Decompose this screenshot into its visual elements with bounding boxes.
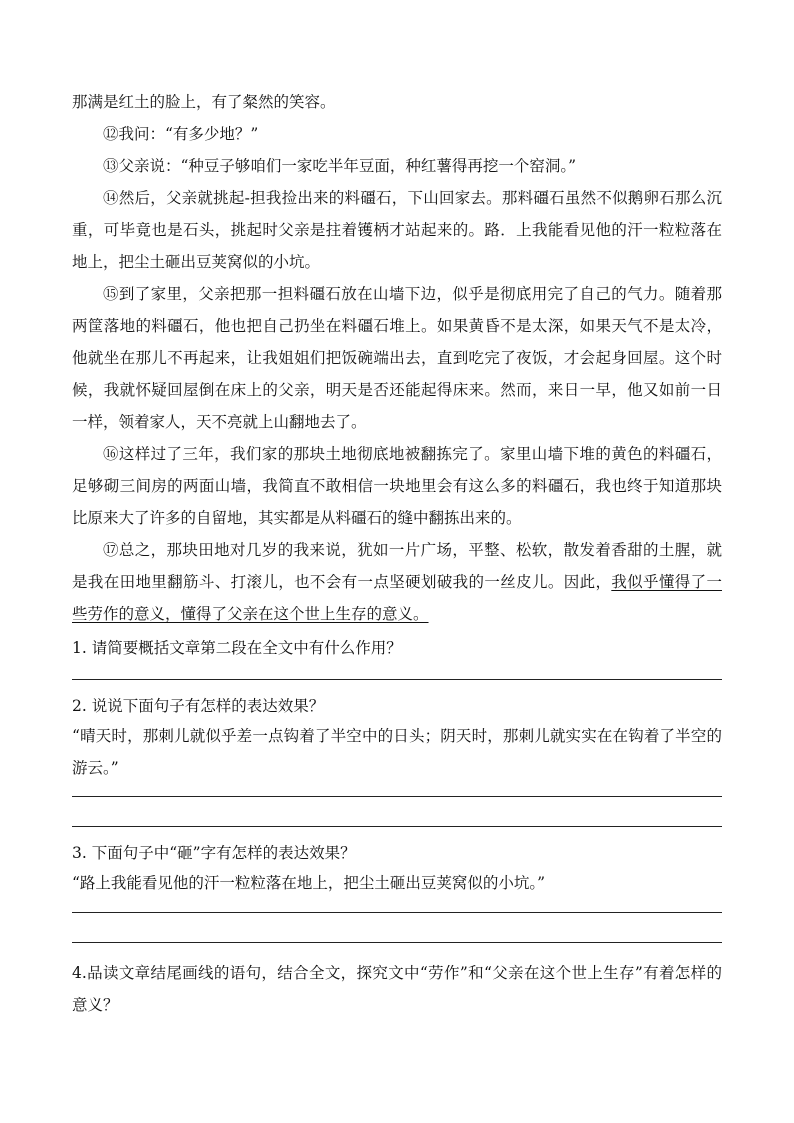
paragraph-14: ⑭然后，父亲就挑起-担我捡出来的料礓石，下山回家去。那料礓石虽然不似鹅卵石那么沉重，可毕竟也是石头，挑起时父亲是拄着镬柄才站起来的。路．上我能看见他的汗一粒粒落在地上，把尘土砸出豆荚窝似的小坑。	[72, 189, 722, 271]
paragraph-16: ⑯这样过了三年，我们家的那块土地彻底地被翻拣完了。家里山墙下堆的黄色的料礓石，足够砌三间房的两面山墙，我简直不敢相信一块地里会有这么多的料礓石，我也终于知道那块比原来大了许多的自留地，其实都是从料礓石的缝中翻拣出来的。	[72, 445, 722, 527]
answer-line	[72, 679, 722, 680]
question-1: 1. 请简要概括文章第二段在全文中有什么作用？	[72, 639, 402, 657]
document-page	[72, 86, 722, 1021]
paragraph-12: ⑫我问：“有多少地？”	[103, 125, 259, 143]
answer-line	[72, 912, 722, 913]
question-2: 2. 说说下面句子有怎样的表达效果？	[72, 697, 325, 715]
paragraph-17	[72, 534, 722, 630]
question-2-quote: “晴天时，那刺儿就似乎差一点钩着了半空中的日头；阴天时，那刺儿就实实在在钩着了半空的游云。”	[72, 727, 722, 777]
underlined-sentence: 我似乎懂得了一些劳作的意义，懂得了父亲在这个世上生存的意义。	[72, 573, 722, 623]
paragraph-11-end: 那满是红土的脸上，有了粲然的笑容。	[72, 93, 336, 111]
question-3: 3. 下面句子中“砸”字有怎样的表达效果？	[72, 844, 356, 862]
answer-line	[72, 796, 722, 797]
answer-line	[72, 942, 722, 943]
question-3-quote: “路上我能看见他的汗一粒粒落在地上，把尘土砸出豆荚窝似的小坑。”	[72, 874, 546, 892]
answer-line	[72, 826, 722, 827]
paragraph-13: ⑬父亲说：“种豆子够咱们一家吃半年豆面，种红薯得再挖一个窑洞。”	[103, 157, 577, 175]
paragraph-17-text: ⑰总之，那块田地对几岁的我来说，犹如一片广场，平整、松软，散发着香甜的土腥，就是我在田地里翻筋斗、打滚儿，也不会有一点坚硬划破我的一丝皮儿。因此，	[72, 541, 722, 591]
paragraph-15: ⑮到了家里，父亲把那一担料礓石放在山墙下边，似乎是彻底用完了自己的气力。随着那两筐落地的料礓石，他也把自己扔坐在料礓石堆上。如果黄昏不是太深，如果天气不是太冷，他就坐在那儿不再起来，让我姐姐们把饭碗端出去，直到吃完了夜饭，才会起身回屋。这个时候，我就怀疑回屋倒在床上的父亲，明天是否还能起得床来。然而，来日一早，他又如前一日一样，领着家人，天不亮就上山翻地去了。	[72, 285, 722, 431]
question-4: 4.品读文章结尾画线的语句，结合全文，探究文中“劳作”和“父亲在这个世上生存”有着怎样的意义？	[72, 964, 722, 1014]
